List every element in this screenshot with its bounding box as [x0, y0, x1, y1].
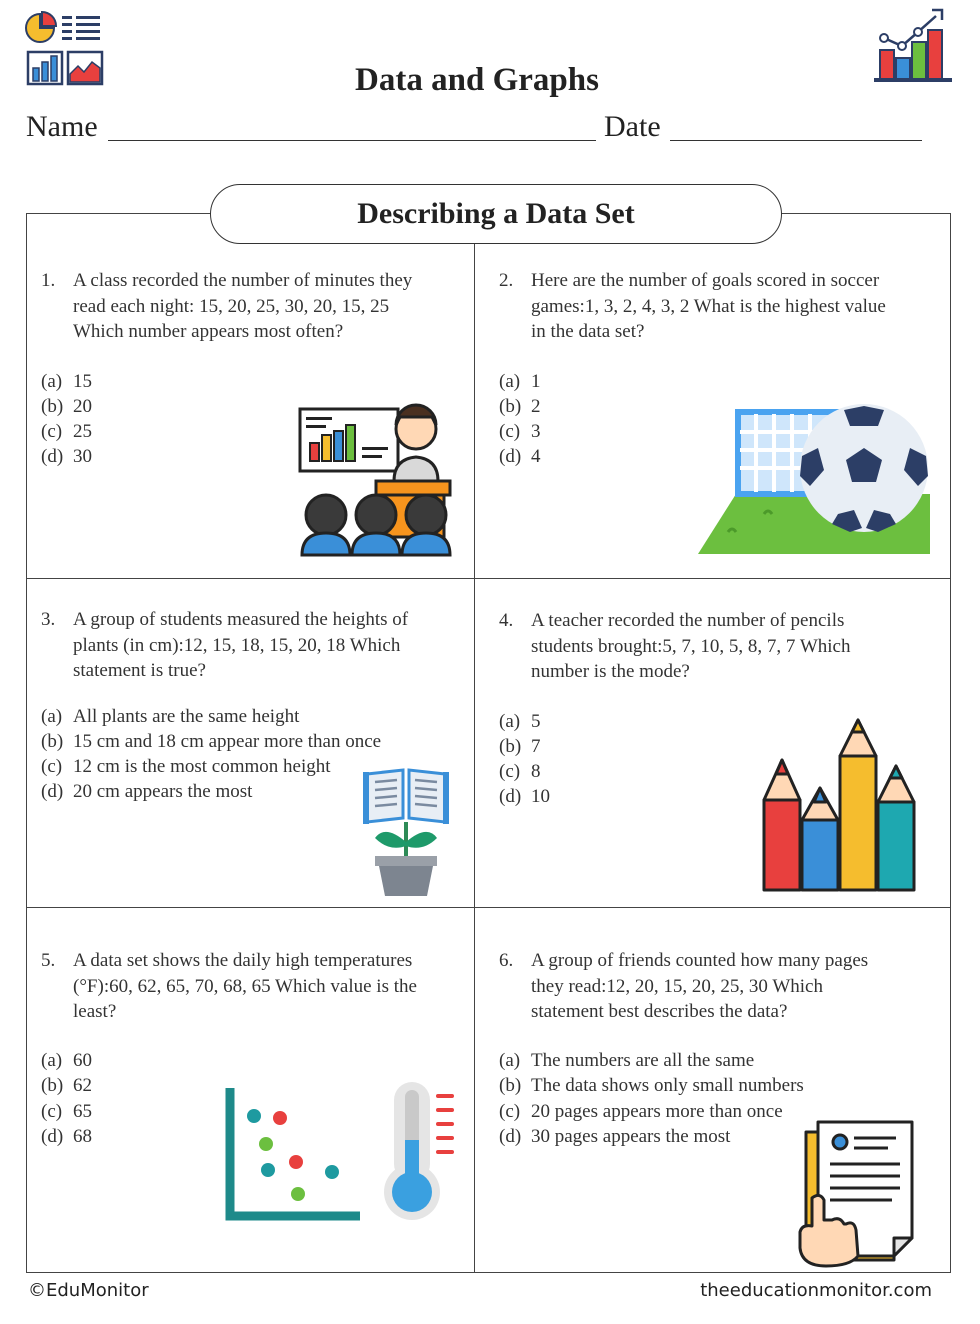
- question-number: 2.: [499, 270, 514, 291]
- option-text: 20: [73, 396, 92, 417]
- option-text: 1: [531, 371, 541, 392]
- answer-option[interactable]: [41, 754, 331, 780]
- question-text: A group of students measured the heights of: [73, 609, 409, 630]
- answer-option[interactable]: [41, 729, 381, 755]
- question-text: statement best describes the data?: [531, 1001, 788, 1022]
- answer-option[interactable]: [499, 709, 541, 735]
- question-3: [41, 607, 461, 687]
- option-text: 20 cm appears the most: [73, 781, 253, 802]
- option-label: (a): [41, 1050, 63, 1071]
- row-divider: [26, 578, 951, 579]
- option-label: (d): [499, 1126, 522, 1147]
- answer-option[interactable]: [41, 1099, 92, 1125]
- option-text: 7: [531, 736, 541, 757]
- question-text: A group of friends counted how many pages: [531, 950, 869, 971]
- answer-option[interactable]: [41, 369, 92, 395]
- footer-website[interactable]: theeducationmonitor.com: [700, 1280, 932, 1301]
- option-text: 30 pages appears the most: [531, 1126, 731, 1147]
- option-label: (c): [41, 421, 63, 442]
- option-text: 12 cm is the most common height: [73, 756, 331, 777]
- option-text: 5: [531, 711, 541, 732]
- answer-option[interactable]: [41, 704, 299, 730]
- answer-option[interactable]: [499, 444, 541, 470]
- row-divider: [26, 907, 951, 908]
- option-text: 15 cm and 18 cm appear more than once: [73, 731, 382, 752]
- option-text: All plants are the same height: [73, 706, 300, 727]
- answer-option[interactable]: [41, 419, 92, 445]
- name-label: Name: [26, 110, 98, 143]
- answer-option[interactable]: [499, 759, 541, 785]
- question-number: 3.: [41, 609, 56, 630]
- pencils-chart-icon: [760, 716, 920, 894]
- question-text: Which number appears most often?: [73, 321, 344, 342]
- question-text: Here are the number of goals scored in soccer: [531, 270, 880, 291]
- option-label: (d): [499, 786, 522, 807]
- option-text: 68: [73, 1126, 92, 1147]
- option-label: (b): [41, 731, 64, 752]
- option-label: (b): [499, 1075, 522, 1096]
- option-label: (d): [499, 446, 522, 467]
- option-text: 65: [73, 1101, 92, 1122]
- date-field[interactable]: [670, 140, 922, 141]
- answer-option[interactable]: [499, 1099, 783, 1125]
- question-number: 1.: [41, 270, 56, 291]
- teacher-presentation-icon: [298, 403, 456, 559]
- question-1: [41, 268, 461, 348]
- answer-option[interactable]: [41, 1124, 92, 1150]
- option-label: (c): [41, 1101, 63, 1122]
- soccer-goal-icon: [698, 404, 934, 556]
- option-label: (b): [499, 736, 522, 757]
- option-label: (c): [499, 421, 521, 442]
- question-text: number is the mode?: [531, 661, 690, 682]
- question-text: in the data set?: [531, 321, 645, 342]
- option-label: (c): [499, 1101, 521, 1122]
- option-label: (d): [41, 1126, 64, 1147]
- question-2: [499, 268, 939, 348]
- option-text: The data shows only small numbers: [531, 1075, 804, 1096]
- option-text: 10: [531, 786, 550, 807]
- option-label: (c): [499, 761, 521, 782]
- question-number: 6.: [499, 950, 514, 971]
- document-hand-icon: [796, 1120, 916, 1268]
- question-5: [41, 948, 471, 1028]
- answer-option[interactable]: [499, 1048, 754, 1074]
- option-label: (d): [41, 446, 64, 467]
- question-number: 4.: [499, 610, 514, 631]
- answer-option[interactable]: [499, 419, 541, 445]
- option-label: (b): [41, 1075, 64, 1096]
- answer-option[interactable]: [499, 734, 541, 760]
- question-6: [499, 948, 939, 1028]
- option-text: 30: [73, 446, 92, 467]
- answer-option[interactable]: [499, 369, 541, 395]
- scatter-plot-icon: [224, 1086, 364, 1226]
- question-text: A teacher recorded the number of pencils: [531, 610, 845, 631]
- question-text: statement is true?: [73, 660, 206, 681]
- option-text: 15: [73, 371, 92, 392]
- answer-option[interactable]: [41, 394, 92, 420]
- option-text: 20 pages appears more than once: [531, 1101, 783, 1122]
- option-text: 4: [531, 446, 541, 467]
- option-label: (a): [41, 706, 63, 727]
- section-title: Describing a Data Set: [210, 184, 782, 244]
- option-text: 60: [73, 1050, 92, 1071]
- question-text: least?: [73, 1001, 117, 1022]
- answer-option[interactable]: [41, 444, 92, 470]
- option-text: 8: [531, 761, 541, 782]
- answer-option[interactable]: [41, 1048, 92, 1074]
- thermometer-icon: [384, 1078, 460, 1226]
- option-label: (a): [499, 1050, 521, 1071]
- question-text: plants (in cm):12, 15, 18, 15, 20, 18 Which: [73, 634, 401, 656]
- question-text: read each night: 15, 20, 25, 30, 20, 15, 25: [73, 295, 390, 317]
- option-label: (a): [41, 371, 63, 392]
- option-label: (a): [499, 711, 521, 732]
- answer-option[interactable]: [499, 394, 541, 420]
- answer-option[interactable]: [499, 784, 550, 810]
- question-text: A data set shows the daily high temperatures: [73, 950, 413, 971]
- answer-option[interactable]: [499, 1124, 730, 1150]
- answer-option[interactable]: [41, 1073, 92, 1099]
- question-4: [499, 608, 939, 688]
- option-text: 2: [531, 396, 541, 417]
- question-text: they read:12, 20, 15, 20, 25, 30 Which: [531, 975, 823, 997]
- answer-option[interactable]: [41, 779, 252, 805]
- question-text: games:1, 3, 2, 4, 3, 2 What is the highest value: [531, 295, 886, 317]
- option-label: (a): [499, 371, 521, 392]
- option-label: (b): [499, 396, 522, 417]
- date-label: Date: [604, 110, 661, 143]
- question-text: (°F):60, 62, 65, 70, 68, 65 Which value is the: [73, 975, 417, 997]
- footer-copyright: ©EduMonitor: [28, 1280, 149, 1301]
- answer-option[interactable]: [499, 1073, 804, 1099]
- page-title: Data and Graphs: [355, 62, 599, 98]
- column-divider: [474, 213, 475, 1273]
- option-text: 62: [73, 1075, 92, 1096]
- question-number: 5.: [41, 950, 56, 971]
- question-text: A class recorded the number of minutes they: [73, 270, 413, 291]
- option-label: (c): [41, 756, 63, 777]
- option-label: (d): [41, 781, 64, 802]
- name-field[interactable]: [108, 140, 596, 141]
- option-text: The numbers are all the same: [531, 1050, 755, 1071]
- option-text: 3: [531, 421, 541, 442]
- question-text: students brought:5, 7, 10, 5, 8, 7, 7 Which: [531, 635, 851, 657]
- book-plant-icon: [363, 766, 449, 898]
- option-label: (b): [41, 396, 64, 417]
- option-text: 25: [73, 421, 92, 442]
